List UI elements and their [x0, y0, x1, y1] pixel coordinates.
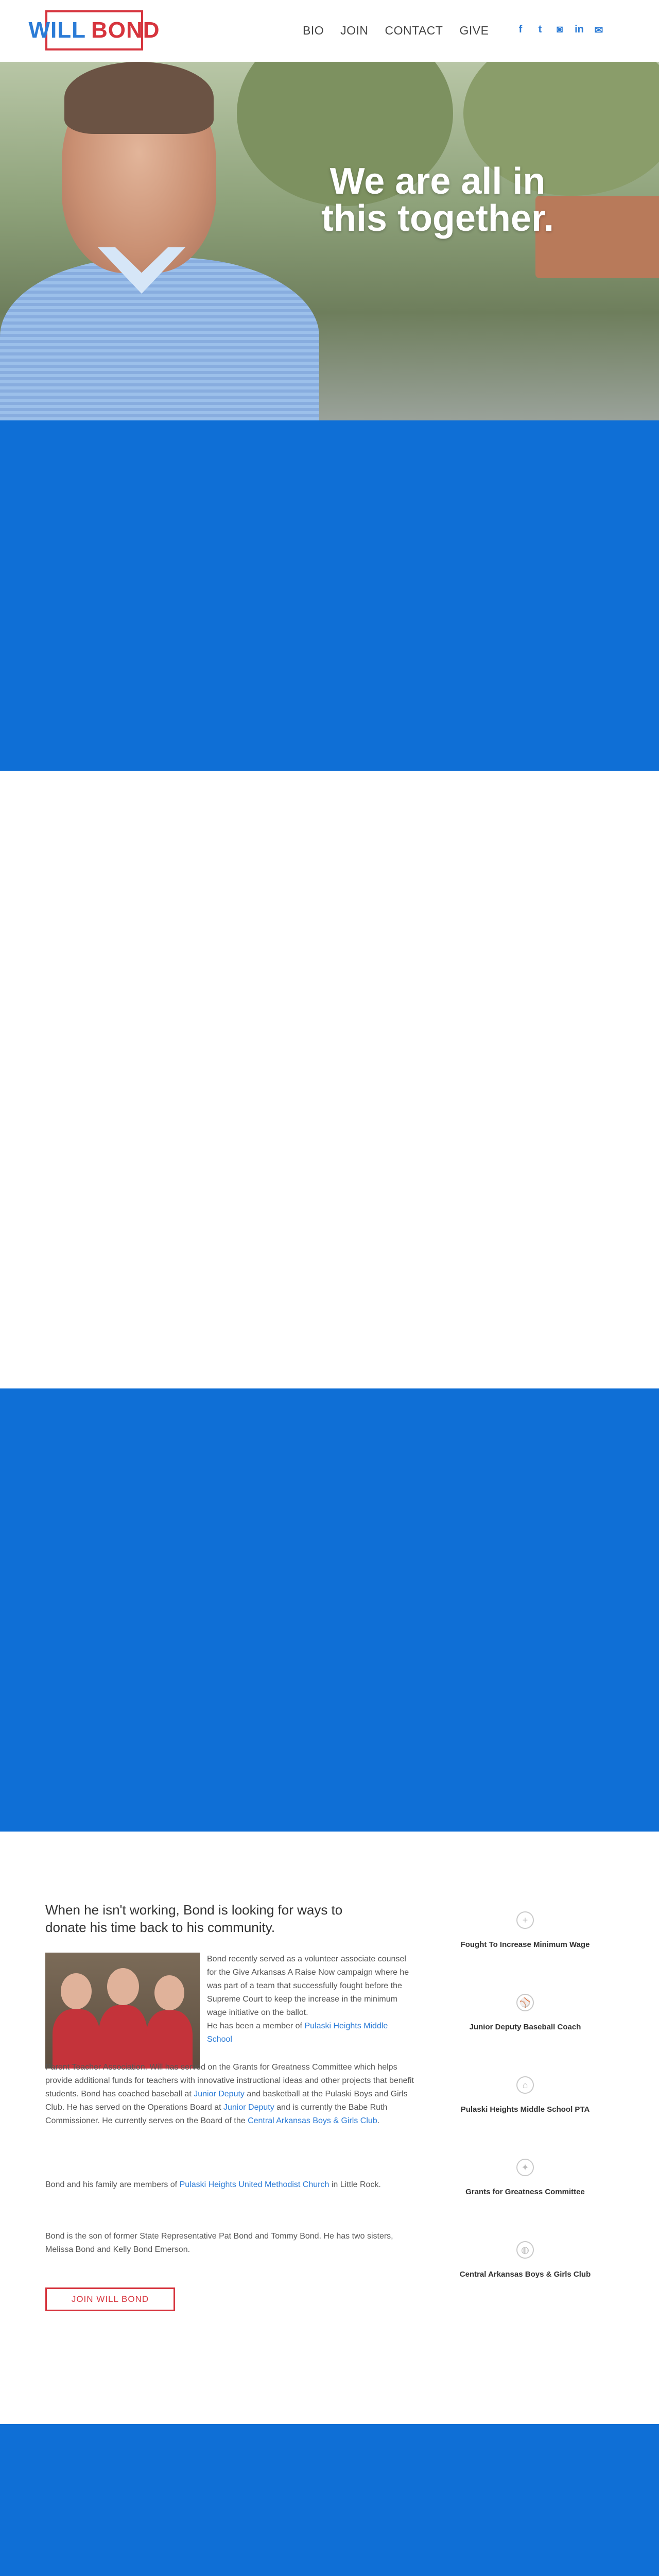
link-junior-deputy[interactable]: Junior Deputy	[194, 2090, 245, 2098]
hero-portrait-shirt	[0, 258, 319, 420]
baseball-icon: ⚾	[516, 1994, 534, 2011]
highlight-item	[443, 2159, 608, 2196]
menu-item-bio[interactable]: BIO	[303, 24, 324, 37]
instagram-icon[interactable]: ◙	[556, 24, 563, 35]
photo-person-face	[107, 1968, 139, 2005]
social-links	[515, 24, 604, 37]
school-icon: ⌂	[516, 2076, 534, 2094]
link-methodist-church[interactable]: Pulaski Heights United Methodist Church	[179, 2180, 330, 2189]
highlight-label: Junior Deputy Baseball Coach	[469, 2023, 581, 2031]
twitter-icon[interactable]: t	[538, 24, 542, 35]
top-navigation	[0, 0, 659, 62]
highlight-item	[443, 1911, 608, 1949]
community-paragraph-pta	[207, 2020, 413, 2046]
community-paragraph-family: Bond is the son of former State Representative Pat Bond and Tommy Bond. He has two sisters, Melissa Bond and Kelly Bond Emerson.	[45, 2232, 393, 2254]
text-fragment: in Little Rock.	[329, 2180, 381, 2189]
text-fragment: .	[377, 2116, 380, 2125]
photo-person-face	[154, 1975, 184, 2010]
highlight-label: Fought To Increase Minimum Wage	[460, 1940, 590, 1949]
highlight-item	[443, 1994, 608, 2031]
menu-item-give[interactable]: GIVE	[459, 24, 489, 37]
link-boys-girls-club[interactable]: Central Arkansas Boys & Girls Club	[248, 2116, 377, 2125]
text-fragment: He has been a member of	[207, 2022, 305, 2030]
menu-item-join[interactable]: JOIN	[340, 24, 369, 37]
highlight-item	[443, 2241, 608, 2279]
logo-last-name: BOND	[91, 18, 160, 43]
hero-portrait-hair	[64, 62, 214, 134]
photo-person-body	[146, 2010, 193, 2069]
community-paragraph-church	[45, 2178, 414, 2192]
blue-section-3	[0, 2424, 659, 2576]
basketball-icon: ◍	[516, 2241, 534, 2259]
photo-person-body	[99, 2005, 147, 2069]
email-icon[interactable]: ✉	[594, 25, 603, 36]
main-menu	[303, 24, 489, 38]
text-fragment: and basketball at the Pulaski Boys and Girls Club. He has served on the Operations Board at	[45, 2090, 408, 2112]
logo[interactable]	[28, 10, 160, 50]
community-paragraph-coaching	[45, 2061, 414, 2128]
community-photo	[45, 1953, 200, 2069]
join-will-bond-button[interactable]: JOIN WILL BOND	[45, 2287, 175, 2311]
hero-title: We are all in this together.	[321, 161, 554, 239]
plus-icon: +	[516, 1911, 534, 1929]
highlight-label: Pulaski Heights Middle School PTA	[460, 2105, 590, 2114]
menu-item-contact[interactable]: CONTACT	[385, 24, 443, 37]
blue-section-2	[0, 1388, 659, 1832]
logo-first-name: WILL	[28, 18, 86, 43]
facebook-icon[interactable]: f	[518, 24, 523, 35]
highlight-label: Central Arkansas Boys & Girls Club	[459, 2270, 591, 2279]
community-heading: When he isn't working, Bond is looking for ways to donate his time back to his community.	[45, 1902, 343, 1935]
linkedin-icon[interactable]: in	[575, 24, 584, 35]
hero-banner	[0, 62, 659, 420]
community-paragraph-minimum-wage: Bond recently served as a volunteer associate counsel for the Give Arkansas A Raise Now campaign where he was part of a team that successfully fought before the Supreme Court to keep the increase in the minimum wage initiative on the ballot.	[207, 1955, 409, 2017]
text-fragment: Bond and his family are members of	[45, 2180, 180, 2189]
photo-person-body	[53, 2009, 100, 2069]
link-pulaski-heights-middle-school[interactable]: Pulaski Heights Middle School	[207, 2022, 388, 2044]
blue-section-1	[0, 420, 659, 771]
highlight-label: Grants for Greatness Committee	[465, 2188, 585, 2196]
text-fragment: Parent Teacher Association. Will has served on the Grants for Greatness Committee which helps provide additional funds for teachers with innovative instructional ideas and other projects that benefit students. Bond has coached baseball at	[45, 2063, 414, 2098]
link-junior-deputy[interactable]: Junior Deputy	[223, 2103, 274, 2112]
text-fragment: and is currently the Babe Ruth Commissioner. He currently serves on the Board of the	[45, 2103, 388, 2125]
photo-person-face	[61, 1973, 92, 2009]
grant-icon: ✦	[516, 2159, 534, 2176]
highlight-item	[443, 2076, 608, 2114]
